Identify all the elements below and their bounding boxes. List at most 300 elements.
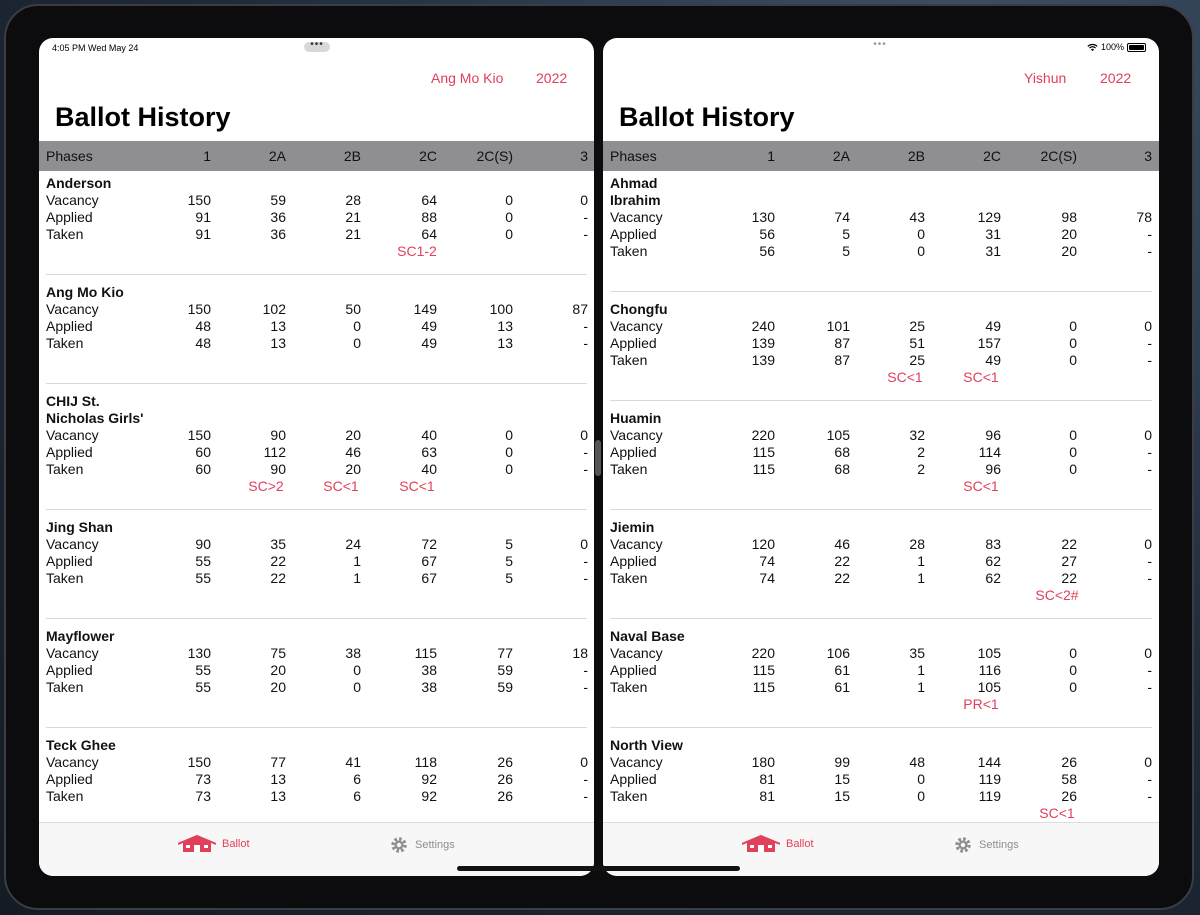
row-value: 32 xyxy=(909,427,925,443)
row-value: 26 xyxy=(497,771,513,787)
school-name xyxy=(46,284,156,301)
row-value: 150 xyxy=(187,427,211,443)
row-value: 18 xyxy=(572,645,588,661)
school-icon xyxy=(742,835,780,853)
row-value: - xyxy=(1147,352,1152,368)
row-label: Taken xyxy=(46,461,84,477)
row-value: - xyxy=(583,679,588,695)
row-value: 59 xyxy=(497,662,513,678)
row-label: Vacancy xyxy=(46,427,99,443)
table-row xyxy=(39,192,594,209)
row-value: 144 xyxy=(977,754,1001,770)
row-value: 102 xyxy=(262,301,286,317)
row-value: 64 xyxy=(421,226,437,242)
remarks-row xyxy=(39,478,594,495)
row-label: Applied xyxy=(610,662,657,678)
table-row xyxy=(603,754,1159,771)
table-row xyxy=(603,444,1159,461)
tab-settings[interactable] xyxy=(389,835,455,855)
row-value: 150 xyxy=(187,192,211,208)
table-row xyxy=(603,226,1159,243)
year-selector[interactable]: 2022 xyxy=(536,70,568,86)
row-value: 0 xyxy=(917,226,925,242)
table-row xyxy=(603,335,1159,352)
row-value: 25 xyxy=(909,352,925,368)
row-value: 62 xyxy=(985,570,1001,586)
row-value: 1 xyxy=(917,679,925,695)
remark-value: SC<1 xyxy=(887,369,923,385)
school-name-line: Ibrahim xyxy=(610,192,661,208)
ballot-list[interactable] xyxy=(39,171,594,822)
school-name xyxy=(610,519,720,536)
row-value: 56 xyxy=(759,243,775,259)
row-value: 51 xyxy=(909,335,925,351)
row-value: 20 xyxy=(270,679,286,695)
row-label: Applied xyxy=(46,318,93,334)
row-value: 63 xyxy=(421,444,437,460)
row-value: 78 xyxy=(1136,209,1152,225)
town-selector[interactable]: Ang Mo Kio xyxy=(431,70,504,86)
table-row xyxy=(603,209,1159,226)
row-value: 1 xyxy=(353,570,361,586)
row-label: Applied xyxy=(610,553,657,569)
row-value: 116 xyxy=(978,662,1001,678)
row-value: 92 xyxy=(421,771,437,787)
row-label: Applied xyxy=(46,209,93,225)
row-value: 68 xyxy=(834,461,850,477)
tab-settings[interactable] xyxy=(953,835,1019,855)
row-value: 91 xyxy=(195,226,211,242)
row-value: 5 xyxy=(505,536,513,552)
row-value: - xyxy=(583,771,588,787)
row-value: 0 xyxy=(917,243,925,259)
row-value: 91 xyxy=(195,209,211,225)
row-value: 36 xyxy=(270,209,286,225)
row-label: Applied xyxy=(610,771,657,787)
row-value: 101 xyxy=(826,318,850,334)
table-row xyxy=(603,645,1159,662)
school-name xyxy=(610,737,720,754)
school-name xyxy=(610,175,720,209)
remark-value: SC<1 xyxy=(963,478,999,494)
row-value: - xyxy=(583,553,588,569)
row-value: 119 xyxy=(978,788,1001,804)
row-value: 43 xyxy=(909,209,925,225)
school-name xyxy=(46,519,156,536)
row-value: 220 xyxy=(751,645,775,661)
row-value: 55 xyxy=(195,570,211,586)
school-name-line: Teck Ghee xyxy=(46,737,116,753)
row-value: 0 xyxy=(353,662,361,678)
header-phase-col: 3 xyxy=(1144,148,1152,164)
row-value: 2 xyxy=(917,444,925,460)
row-value: 0 xyxy=(580,536,588,552)
row-value: 0 xyxy=(917,771,925,787)
row-separator xyxy=(46,274,587,275)
row-value: - xyxy=(583,788,588,804)
row-value: 0 xyxy=(505,226,513,242)
tab-ballot-label: Ballot xyxy=(786,838,814,850)
row-value: 31 xyxy=(985,243,1001,259)
row-value: 90 xyxy=(195,536,211,552)
school-name-line: Ang Mo Kio xyxy=(46,284,124,300)
row-value: 20 xyxy=(1061,226,1077,242)
row-value: 0 xyxy=(505,192,513,208)
row-value: 180 xyxy=(751,754,775,770)
table-row xyxy=(39,645,594,662)
row-value: - xyxy=(1147,679,1152,695)
row-value: 41 xyxy=(345,754,361,770)
row-value: - xyxy=(583,444,588,460)
row-value: 81 xyxy=(759,788,775,804)
row-label: Vacancy xyxy=(610,209,663,225)
remark-value: PR<1 xyxy=(963,696,999,712)
row-label: Applied xyxy=(46,771,93,787)
row-value: 22 xyxy=(270,553,286,569)
remark-value: SC<2# xyxy=(1035,587,1079,603)
row-value: - xyxy=(583,318,588,334)
table-row xyxy=(603,679,1159,696)
row-value: 20 xyxy=(345,427,361,443)
row-value: 130 xyxy=(187,645,211,661)
row-value: 68 xyxy=(834,444,850,460)
header-phase-col: 2C(S) xyxy=(1040,148,1077,164)
row-label: Vacancy xyxy=(610,318,663,334)
row-value: 92 xyxy=(421,788,437,804)
row-value: 13 xyxy=(497,335,513,351)
row-value: 1 xyxy=(353,553,361,569)
row-value: 15 xyxy=(834,771,850,787)
table-row xyxy=(39,754,594,771)
row-value: 0 xyxy=(580,192,588,208)
left-pane xyxy=(39,38,594,876)
row-label: Vacancy xyxy=(46,301,99,317)
row-value: 0 xyxy=(1069,352,1077,368)
school-name-line: Jing Shan xyxy=(46,519,113,535)
row-separator xyxy=(46,727,587,728)
row-value: 139 xyxy=(751,335,775,351)
row-label: Vacancy xyxy=(46,536,99,552)
row-value: - xyxy=(1147,570,1152,586)
row-value: 150 xyxy=(187,301,211,317)
row-value: 115 xyxy=(414,645,437,661)
table-row xyxy=(39,679,594,696)
row-value: 36 xyxy=(270,226,286,242)
row-separator xyxy=(610,291,1152,292)
row-value: 59 xyxy=(497,679,513,695)
row-value: 90 xyxy=(270,427,286,443)
row-value: - xyxy=(583,209,588,225)
row-value: 77 xyxy=(497,645,513,661)
table-row xyxy=(603,243,1159,260)
header-phase-col: 1 xyxy=(767,148,775,164)
row-value: 58 xyxy=(1061,771,1077,787)
remarks-row xyxy=(39,243,594,260)
row-value: 73 xyxy=(195,771,211,787)
row-label: Vacancy xyxy=(610,536,663,552)
status-bar xyxy=(603,38,1159,58)
row-value: 6 xyxy=(353,771,361,787)
row-value: 130 xyxy=(751,209,775,225)
header-phase-col: 2B xyxy=(343,148,361,164)
row-value: 106 xyxy=(826,645,850,661)
school-name xyxy=(610,301,720,318)
row-value: 87 xyxy=(834,335,850,351)
school-name xyxy=(610,628,720,645)
row-value: 1 xyxy=(917,662,925,678)
row-label: Applied xyxy=(46,444,93,460)
table-row xyxy=(39,461,594,478)
row-value: 149 xyxy=(413,301,437,317)
row-value: 81 xyxy=(759,771,775,787)
row-value: 90 xyxy=(270,461,286,477)
header-phase-col: 2B xyxy=(907,148,925,164)
row-value: 22 xyxy=(1061,570,1077,586)
row-separator xyxy=(610,618,1152,619)
row-value: 105 xyxy=(977,679,1001,695)
row-value: 48 xyxy=(195,335,211,351)
right-pane xyxy=(603,38,1159,876)
town-selector[interactable]: Yishun xyxy=(1024,70,1067,86)
row-label: Taken xyxy=(46,335,84,351)
row-value: 26 xyxy=(1061,754,1077,770)
row-value: - xyxy=(1147,243,1152,259)
remark-value: SC<1 xyxy=(323,478,359,494)
table-row xyxy=(603,771,1159,788)
school-name-line: CHIJ St. xyxy=(46,393,100,409)
row-value: 157 xyxy=(977,335,1001,351)
row-value: 120 xyxy=(751,536,775,552)
row-value: 59 xyxy=(270,192,286,208)
row-separator xyxy=(610,727,1152,728)
row-value: 115 xyxy=(752,662,775,678)
school-name xyxy=(46,737,156,754)
school-name-line: Huamin xyxy=(610,410,662,426)
row-value: 5 xyxy=(505,570,513,586)
row-value: 38 xyxy=(345,645,361,661)
row-value: 46 xyxy=(345,444,361,460)
school-icon xyxy=(178,835,216,853)
row-value: 96 xyxy=(985,461,1001,477)
row-label: Taken xyxy=(46,788,84,804)
row-value: - xyxy=(1147,553,1152,569)
remarks-row xyxy=(603,369,1159,386)
table-row xyxy=(39,662,594,679)
row-value: 67 xyxy=(421,570,437,586)
tab-ballot-label: Ballot xyxy=(222,838,250,850)
row-value: 105 xyxy=(977,645,1001,661)
row-value: 60 xyxy=(195,444,211,460)
header-phase-col: 3 xyxy=(580,148,588,164)
row-value: 60 xyxy=(195,461,211,477)
row-value: 21 xyxy=(345,209,361,225)
row-label: Vacancy xyxy=(46,192,99,208)
row-value: 26 xyxy=(497,754,513,770)
table-row xyxy=(39,536,594,553)
header-phase-col: 2A xyxy=(832,148,850,164)
row-value: 0 xyxy=(353,679,361,695)
table-row xyxy=(39,209,594,226)
row-value: 20 xyxy=(1061,243,1077,259)
row-value: 0 xyxy=(505,427,513,443)
row-value: 28 xyxy=(345,192,361,208)
row-value: 112 xyxy=(263,444,286,460)
gear-icon xyxy=(389,835,409,855)
gear-icon xyxy=(953,835,973,855)
tab-ballot[interactable] xyxy=(178,835,250,853)
row-label: Taken xyxy=(610,243,648,259)
row-value: 24 xyxy=(345,536,361,552)
school-name-line: Jiemin xyxy=(610,519,655,535)
tab-ballot[interactable] xyxy=(742,835,814,853)
table-row xyxy=(603,570,1159,587)
row-label: Applied xyxy=(46,553,93,569)
row-value: 31 xyxy=(985,226,1001,242)
row-value: 0 xyxy=(580,754,588,770)
row-value: 87 xyxy=(834,352,850,368)
year-selector[interactable]: 2022 xyxy=(1100,70,1132,86)
row-value: 25 xyxy=(909,318,925,334)
row-label: Vacancy xyxy=(46,645,99,661)
row-value: 75 xyxy=(270,645,286,661)
table-row xyxy=(603,352,1159,369)
row-value: - xyxy=(1147,444,1152,460)
school-name-line: Chongfu xyxy=(610,301,668,317)
row-value: 0 xyxy=(1069,318,1077,334)
row-separator xyxy=(610,509,1152,510)
battery-icon xyxy=(1127,43,1146,52)
row-value: 73 xyxy=(195,788,211,804)
status-bar xyxy=(39,38,594,58)
school-name-line: Nicholas Girls' xyxy=(46,410,144,426)
row-value: 0 xyxy=(1069,662,1077,678)
row-value: 0 xyxy=(1144,318,1152,334)
row-value: - xyxy=(1147,461,1152,477)
school-name-line: Naval Base xyxy=(610,628,685,644)
row-value: 20 xyxy=(270,662,286,678)
row-label: Vacancy xyxy=(610,754,663,770)
table-row xyxy=(39,318,594,335)
row-value: 0 xyxy=(1069,645,1077,661)
row-value: 0 xyxy=(1069,444,1077,460)
row-value: 220 xyxy=(751,427,775,443)
row-value: 119 xyxy=(978,771,1001,787)
row-value: 0 xyxy=(353,318,361,334)
row-value: 5 xyxy=(842,226,850,242)
row-label: Taken xyxy=(610,570,648,586)
table-row xyxy=(39,771,594,788)
row-value: 26 xyxy=(497,788,513,804)
row-value: 38 xyxy=(421,662,437,678)
row-value: 61 xyxy=(834,662,850,678)
table-row xyxy=(39,301,594,318)
remarks-row xyxy=(603,587,1159,604)
row-value: 62 xyxy=(985,553,1001,569)
row-value: 129 xyxy=(977,209,1001,225)
table-row xyxy=(39,427,594,444)
row-value: 6 xyxy=(353,788,361,804)
row-label: Taken xyxy=(610,679,648,695)
row-value: 77 xyxy=(270,754,286,770)
row-value: 0 xyxy=(353,335,361,351)
row-value: 48 xyxy=(195,318,211,334)
table-row xyxy=(603,662,1159,679)
row-value: 22 xyxy=(270,570,286,586)
school-name xyxy=(46,628,156,645)
row-value: 40 xyxy=(421,427,437,443)
header-phases: Phases xyxy=(610,148,657,164)
row-label: Applied xyxy=(46,662,93,678)
row-value: 0 xyxy=(1069,461,1077,477)
remark-value: SC<1 xyxy=(963,369,999,385)
table-row xyxy=(603,461,1159,478)
remark-value: SC>2 xyxy=(248,478,284,494)
table-row xyxy=(39,335,594,352)
row-value: 21 xyxy=(345,226,361,242)
table-row xyxy=(39,444,594,461)
row-label: Applied xyxy=(610,444,657,460)
home-indicator[interactable] xyxy=(457,866,740,871)
wifi-icon xyxy=(1087,43,1098,52)
row-value: 99 xyxy=(834,754,850,770)
row-value: - xyxy=(1147,788,1152,804)
row-value: 74 xyxy=(759,553,775,569)
row-value: 13 xyxy=(270,788,286,804)
row-value: 115 xyxy=(752,679,775,695)
ballot-list[interactable] xyxy=(603,171,1159,822)
row-value: 0 xyxy=(505,209,513,225)
row-value: 40 xyxy=(421,461,437,477)
row-value: 27 xyxy=(1061,553,1077,569)
row-label: Taken xyxy=(46,679,84,695)
header-phase-col: 2C xyxy=(419,148,437,164)
row-value: 150 xyxy=(187,754,211,770)
row-value: 1 xyxy=(917,570,925,586)
row-value: 35 xyxy=(270,536,286,552)
row-value: 49 xyxy=(985,318,1001,334)
row-value: 13 xyxy=(270,318,286,334)
school-name-line: Ahmad xyxy=(610,175,658,191)
status-time: 4:05 PM Wed May 24 xyxy=(52,43,139,53)
row-separator xyxy=(610,400,1152,401)
row-value: - xyxy=(1147,335,1152,351)
remark-value: SC1-2 xyxy=(397,243,437,259)
multitask-dots-icon[interactable]: ••• xyxy=(873,39,887,50)
school-name xyxy=(610,410,720,427)
row-label: Applied xyxy=(610,226,657,242)
row-value: 22 xyxy=(834,553,850,569)
row-value: 139 xyxy=(751,352,775,368)
battery-percent: 100% xyxy=(1100,42,1124,52)
row-value: 13 xyxy=(497,318,513,334)
header-phase-col: 2C(S) xyxy=(476,148,513,164)
table-row xyxy=(603,788,1159,805)
remark-value: SC<1 xyxy=(399,478,435,494)
split-view-handle[interactable] xyxy=(595,440,601,476)
page-title: Ballot History xyxy=(55,102,231,132)
header-phase-col: 2C xyxy=(983,148,1001,164)
row-value: 13 xyxy=(270,771,286,787)
row-value: 38 xyxy=(421,679,437,695)
row-label: Taken xyxy=(610,352,648,368)
table-header xyxy=(39,141,594,171)
row-label: Vacancy xyxy=(46,754,99,770)
school-name xyxy=(46,393,156,427)
multitask-dots-icon[interactable]: ••• xyxy=(304,42,330,52)
row-value: - xyxy=(583,461,588,477)
table-row xyxy=(39,570,594,587)
row-value: - xyxy=(583,335,588,351)
